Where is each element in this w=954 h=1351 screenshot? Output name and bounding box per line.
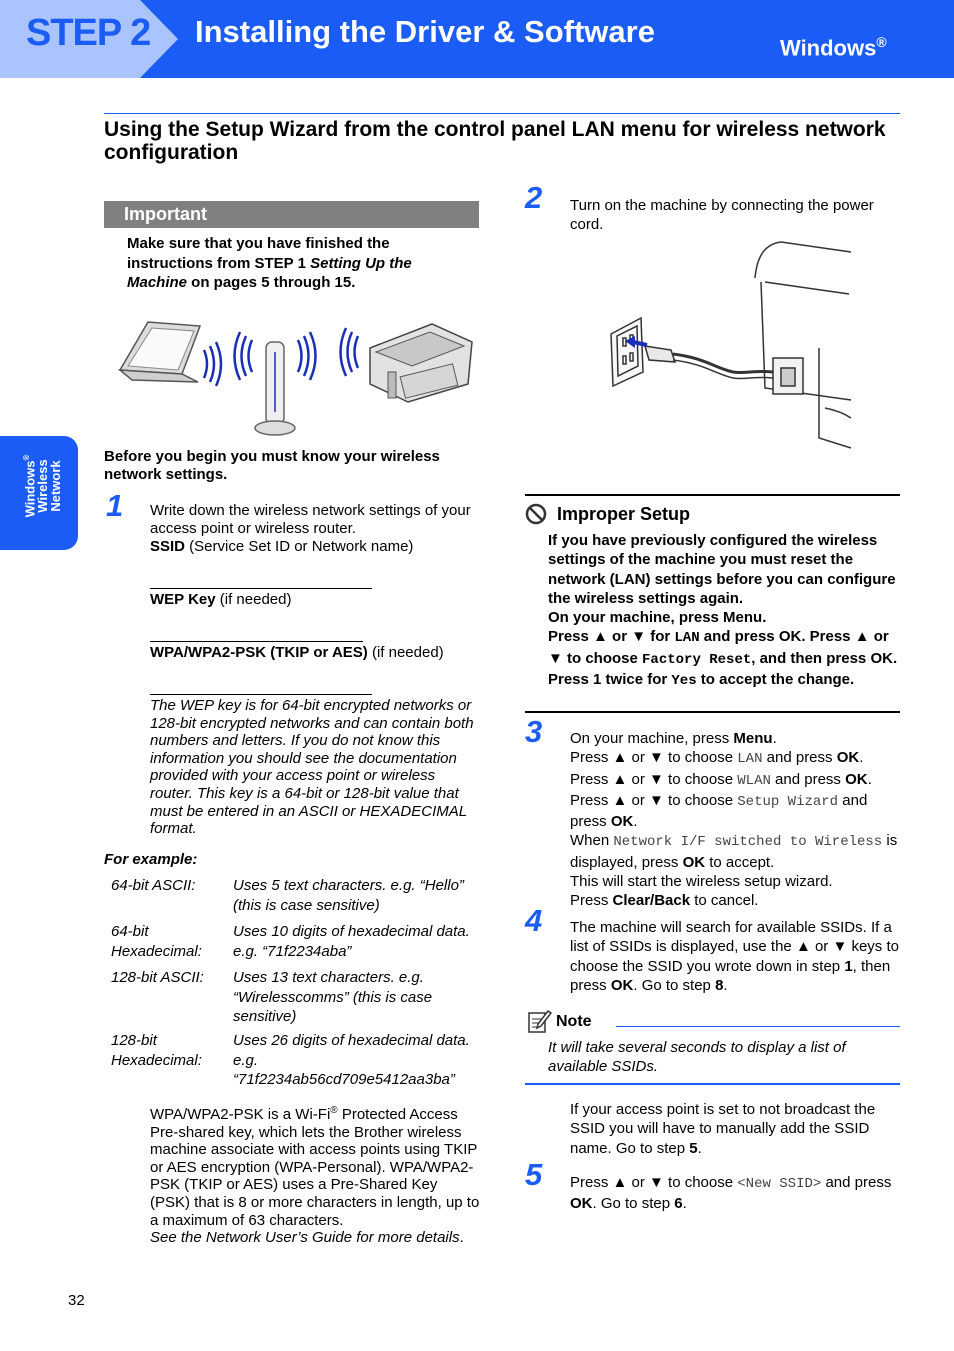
ssid-label: SSID (Service Set ID or Network name) bbox=[150, 538, 414, 555]
page-number: 32 bbox=[68, 1292, 85, 1309]
section-rule bbox=[104, 113, 900, 114]
broadcast-text: If your access point is set to not broadcast the SSID you will have to manually add the SSID name. Go to step 5. bbox=[570, 1101, 876, 1157]
step-1-number: 1 bbox=[106, 488, 124, 523]
step-label: STEP 2 bbox=[26, 12, 151, 54]
table-row: 128-bit Hexadecimal: Uses 26 digits of hexadecimal data. e.g. “71f2234ab56cd709e5412aa3ba” bbox=[111, 1032, 470, 1088]
before-begin-text: Before you begin you must know your wireless network settings. bbox=[104, 448, 440, 483]
wep-blank-line bbox=[150, 641, 363, 642]
step-1-intro: Write down the wireless network settings of your access point or wireless router. bbox=[150, 502, 471, 537]
note-icon bbox=[526, 1008, 552, 1034]
note-label: Note bbox=[556, 1013, 592, 1030]
wep-note: The WEP key is for 64-bit encrypted networks or 128-bit encrypted networks and can contain both numbers and letters. If you do not know this information you should see the documentation provided with your access point or wireless router. This key is a 64-bit or 128-bit value that must be entered in an ASCII or HEXADECIMAL format. bbox=[150, 697, 474, 838]
step-4-text: The machine will search for available SSIDs. If a list of SSIDs is displayed, use the ▲ or ▼ keys to choose the SSID you wrote down in step 1, then press OK. Go to step 8. bbox=[570, 919, 899, 994]
wpa-label: WPA/WPA2-PSK (TKIP or AES) (if needed) bbox=[150, 644, 444, 661]
note-bottom-rule bbox=[525, 1083, 900, 1085]
power-plug-image bbox=[645, 346, 773, 379]
wall-outlet-image bbox=[611, 318, 643, 386]
prohibited-icon bbox=[525, 503, 547, 525]
example-label: For example: bbox=[104, 851, 198, 868]
laptop-image bbox=[120, 322, 200, 382]
wep-label: WEP Key (if needed) bbox=[150, 591, 292, 608]
table-row: 64-bit Hexadecimal: Uses 10 digits of hexadecimal data. e.g. “71f2234aba” bbox=[111, 923, 470, 960]
signal-waves-1 bbox=[204, 342, 221, 386]
improper-top-rule bbox=[525, 494, 900, 496]
step-3-number: 3 bbox=[525, 714, 543, 749]
step-5-number: 5 bbox=[525, 1157, 543, 1192]
power-cord-illustration bbox=[605, 238, 853, 466]
important-label: Important bbox=[124, 204, 207, 224]
wpa-blank-line bbox=[150, 694, 372, 695]
improper-title: Improper Setup bbox=[557, 504, 691, 524]
page-title: Installing the Driver & Software bbox=[195, 14, 655, 49]
machine-side-image bbox=[755, 242, 851, 448]
printer-image bbox=[370, 324, 472, 402]
wireless-network-illustration bbox=[112, 312, 474, 440]
signal-waves-3 bbox=[341, 328, 359, 376]
important-text: Make sure that you have finished the instructions from STEP 1 Setting Up the Machine on pages 5 through 15. bbox=[127, 235, 412, 291]
os-label: Windows® bbox=[780, 34, 887, 61]
step-3-text: On your machine, press Menu. Press ▲ or ▼ to choose LAN and press OK. Press ▲ or ▼ to choose WLAN and press OK. Press ▲ or ▼ to choose Setup Wizard and press OK. When Network I/F switched to Wireless is displayed, press OK to accept. This will start the wireless setup wizard. Press Clear/Back to cancel. bbox=[570, 730, 898, 910]
note-top-rule bbox=[616, 1026, 900, 1027]
improper-bottom-rule bbox=[525, 711, 900, 713]
improper-text: If you have previously configured the wireless settings of the machine you must reset the network (LAN) settings before you can configure the wireless settings again. On your machine, press Menu. Press ▲ or ▼ for LAN and press OK. Press ▲ or ▼ to choose Factory Reset, and then press OK. Press 1 twice for Yes to accept the change. bbox=[548, 532, 898, 690]
section-title: Using the Setup Wizard from the control panel LAN menu for wireless network configuration bbox=[104, 118, 886, 164]
note-text: It will take several seconds to display a list of available SSIDs. bbox=[548, 1039, 846, 1075]
example-table bbox=[111, 876, 478, 1090]
ssid-blank-line bbox=[150, 588, 372, 589]
step-2-text: Turn on the machine by connecting the power cord. bbox=[570, 197, 874, 233]
step-2-number: 2 bbox=[525, 180, 543, 215]
wpa-paragraph: WPA/WPA2-PSK is a Wi-Fi® Protected Access Pre-shared key, which lets the Brother wireless machine associate with access points using TKIP or AES encryption (WPA-Personal). WPA/WPA2-PSK (TKIP or AES) uses a Pre-Shared Key (PSK) that is 8 or more characters in length, up to a maximum of 63 characters. See the Network User’s Guide for more details. bbox=[150, 1105, 480, 1247]
access-point-image bbox=[255, 342, 295, 435]
table-row: 64-bit ASCII: Uses 5 text characters. e.g. “Hello” (this is case sensitive) bbox=[111, 877, 464, 914]
step-5-text: Press ▲ or ▼ to choose <New SSID> and press OK. Go to step 6. bbox=[570, 1174, 892, 1213]
step-4-number: 4 bbox=[525, 903, 543, 938]
table-row: 128-bit ASCII: Uses 13 text characters. e.g. “Wirelesscomms” (this is case sensitive) bbox=[111, 969, 433, 1025]
side-tab-label: Windows® Wireless Network bbox=[22, 454, 64, 518]
